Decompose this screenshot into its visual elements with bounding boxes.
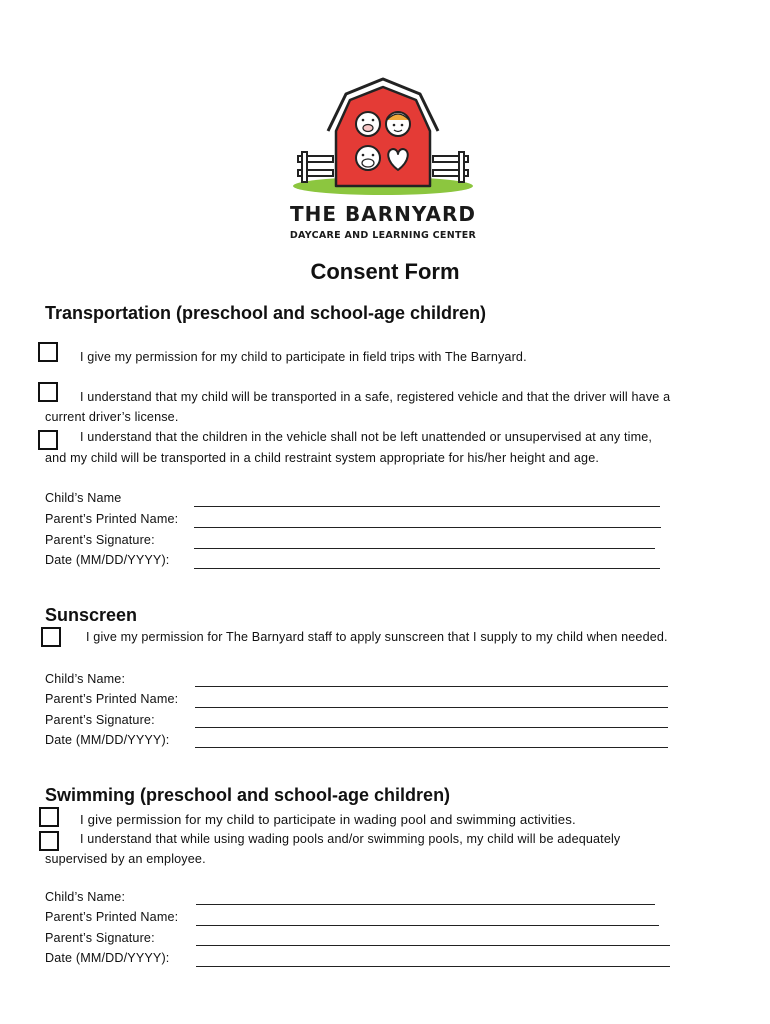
consent-checkbox-sunscreen[interactable]: [41, 627, 61, 647]
brand-tagline: DAYCARE AND LEARNING CENTER: [289, 230, 477, 241]
section-heading-swimming: Swimming (preschool and school-age children): [45, 785, 451, 805]
field-label-parent-signature: Parent’s Signature:: [45, 931, 155, 945]
barn-icon: [288, 76, 478, 196]
consent-checkbox-supervision[interactable]: [39, 831, 59, 851]
consent-checkbox-unattended[interactable]: [38, 430, 58, 450]
field-label-child-name: Child’s Name: [45, 491, 122, 505]
consent-text-field-trips: I give my permission for my child to participate in field trips with The Barnyard.: [80, 350, 527, 364]
parent-printed-name-line[interactable]: [195, 707, 668, 708]
child-name-line[interactable]: [196, 904, 655, 905]
consent-text-sunscreen: I give my permission for The Barnyard staff to apply sunscreen that I supply to my child when needed.: [86, 630, 668, 644]
consent-checkbox-swimming[interactable]: [39, 807, 59, 827]
pig-icon: [356, 112, 380, 136]
field-label-parent-signature: Parent’s Signature:: [45, 533, 155, 547]
consent-text-swimming: I give permission for my child to participate in wading pool and swimming activities.: [80, 812, 576, 827]
field-label-date: Date (MM/DD/YYYY):: [45, 951, 170, 965]
field-label-date: Date (MM/DD/YYYY):: [45, 733, 170, 747]
field-label-parent-signature: Parent’s Signature:: [45, 713, 155, 727]
barnyard-logo: [288, 76, 478, 246]
consent-text-supervision-cont: supervised by an employee.: [45, 852, 206, 866]
field-label-parent-printed-name: Parent’s Printed Name:: [45, 512, 179, 526]
parent-printed-name-line[interactable]: [194, 527, 661, 528]
consent-checkbox-field-trips[interactable]: [38, 342, 58, 362]
field-label-child-name: Child’s Name:: [45, 890, 126, 904]
brand-name: THE BARNYARD: [290, 202, 476, 226]
cow-icon: [356, 146, 380, 170]
field-label-date: Date (MM/DD/YYYY):: [45, 553, 170, 567]
section-heading-sunscreen: Sunscreen: [45, 605, 138, 625]
child-name-line[interactable]: [195, 686, 668, 687]
consent-text-unattended: I understand that the children in the vehicle shall not be left unattended or unsupervised at any time,: [80, 430, 653, 444]
consent-text-supervision: I understand that while using wading pools and/or swimming pools, my child will be adequately: [80, 832, 621, 846]
date-line[interactable]: [194, 568, 660, 569]
consent-text-vehicle-cont: current driver’s license.: [45, 410, 179, 424]
parent-signature-line[interactable]: [195, 727, 668, 728]
consent-checkbox-vehicle[interactable]: [38, 382, 58, 402]
field-label-parent-printed-name: Parent’s Printed Name:: [45, 910, 179, 924]
date-line[interactable]: [196, 966, 670, 967]
parent-signature-line[interactable]: [194, 548, 655, 549]
fence-right: [433, 152, 468, 182]
child-face-icon: [386, 112, 410, 136]
field-label-parent-printed-name: Parent’s Printed Name:: [45, 692, 179, 706]
page-title: Consent Form: [310, 259, 460, 284]
child-name-line[interactable]: [194, 506, 660, 507]
fence-left: [298, 152, 333, 182]
field-label-child-name: Child’s Name:: [45, 672, 126, 686]
parent-printed-name-line[interactable]: [196, 925, 659, 926]
consent-text-vehicle: I understand that my child will be transported in a safe, registered vehicle and that the driver will have a: [80, 390, 671, 404]
consent-text-unattended-cont: and my child will be transported in a child restraint system appropriate for his/her height and age.: [45, 451, 600, 465]
section-heading-transportation: Transportation (preschool and school-age children): [45, 303, 487, 323]
parent-signature-line[interactable]: [196, 945, 670, 946]
date-line[interactable]: [195, 747, 668, 748]
